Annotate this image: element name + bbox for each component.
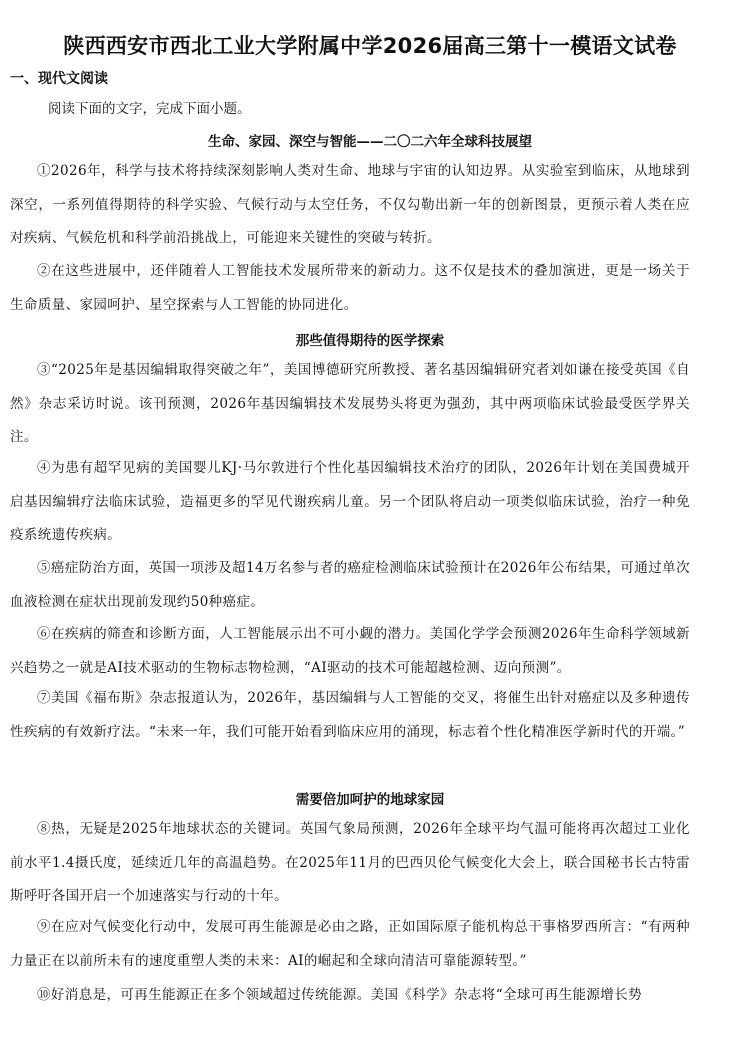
article-title: 生命、家园、深空与智能——二〇二六年全球科技展望 bbox=[208, 134, 532, 150]
exam-title: 陕西西安市西北工业大学附属中学2026届高三第十一模语文试卷 bbox=[63, 34, 677, 58]
paragraph-2: ②在这些进展中，还伴随着人工智能技术发展所带来的新动力。这不仅是技术的叠加演进，更是一场关于生命质量、家园呵护、星空探索与人工智能的协同进化。 bbox=[10, 263, 690, 313]
subheading-earth: 需要倍加呵护的地球家园 bbox=[295, 792, 445, 808]
paragraph-8: ⑧热，无疑是2025年地球状态的关键词。英国气象局预测，2026年全球平均气温可能将再次超过工业化前水平1.4摄氏度，延续近几年的高温趋势。在2025年11月的巴西贝伦气候变化大会上，联合国秘书长古特雷斯呼吁各国开启一个加速落实与行动的十年。 bbox=[10, 821, 690, 904]
section-heading: 一、现代文阅读 bbox=[10, 71, 108, 87]
reading-instruction: 阅读下面的文字，完成下面小题。 bbox=[48, 101, 251, 117]
paragraph-9: ⑨在应对气候变化行动中，发展可再生能源是必由之路，正如国际原子能机构总干事格罗西所言：“有两种力量正在以前所未有的速度重塑人类的未来：AI的崛起和全球向清洁可靠能源转型。” bbox=[10, 919, 690, 969]
paragraph-4: ④为患有超罕见病的美国婴儿KJ·马尔敦进行个性化基因编辑技术治疗的团队，2026年计划在美国费城开启基因编辑疗法临床试验，造福更多的罕见代谢疾病儿童。另一个团队将启动一项类似临床试验，治疗一种免疫系统遗传疾病。 bbox=[10, 460, 690, 543]
paragraph-5: ⑤癌症防治方面，英国一项涉及超14万名参与者的癌症检测临床试验预计在2026年公布结果，可通过单次血液检测在症状出现前发现约50种癌症。 bbox=[10, 560, 690, 610]
paragraph-7: ⑦美国《福布斯》杂志报道认为，2026年，基因编辑与人工智能的交叉，将催生出针对癌症以及多种遗传性疾病的有效新疗法。“未来一年，我们可能开始看到临床应用的涌现，标志着个性化精准医学新时代的开端。” bbox=[10, 690, 690, 740]
subheading-medical: 那些值得期待的医学探索 bbox=[295, 333, 445, 349]
paragraph-10: ⑩好消息是，可再生能源正在多个领域超过传统能源。美国《科学》杂志将“全球可再生能源增长势 bbox=[37, 987, 642, 1003]
paragraph-3: ③“2025年是基因编辑取得突破之年”，美国博德研究所教授、著名基因编辑研究者刘如谦在接受英国《自然》杂志采访时说。该刊预测，2026年基因编辑技术发展势头将更为强劲，其中两项临床试验最受医学界关注。 bbox=[10, 362, 690, 445]
paragraph-6: ⑥在疾病的筛查和诊断方面，人工智能展示出不可小觑的潜力。美国化学学会预测2026年生命科学领域新兴趋势之一就是AI技术驱动的生物标志物检测，“AI驱动的技术可能超越检测、迈向预测”。 bbox=[10, 626, 690, 676]
paragraph-1: ①2026年，科学与技术将持续深刻影响人类对生命、地球与宇宙的认知边界。从实验室到临床，从地球到深空，一系列值得期待的科学实验、气候行动与太空任务，不仅勾勒出新一年的创新图景，更预示着人类在应对疾病、气候危机和科学前沿挑战上，可能迎来关键性的突破与转折。 bbox=[10, 163, 690, 246]
